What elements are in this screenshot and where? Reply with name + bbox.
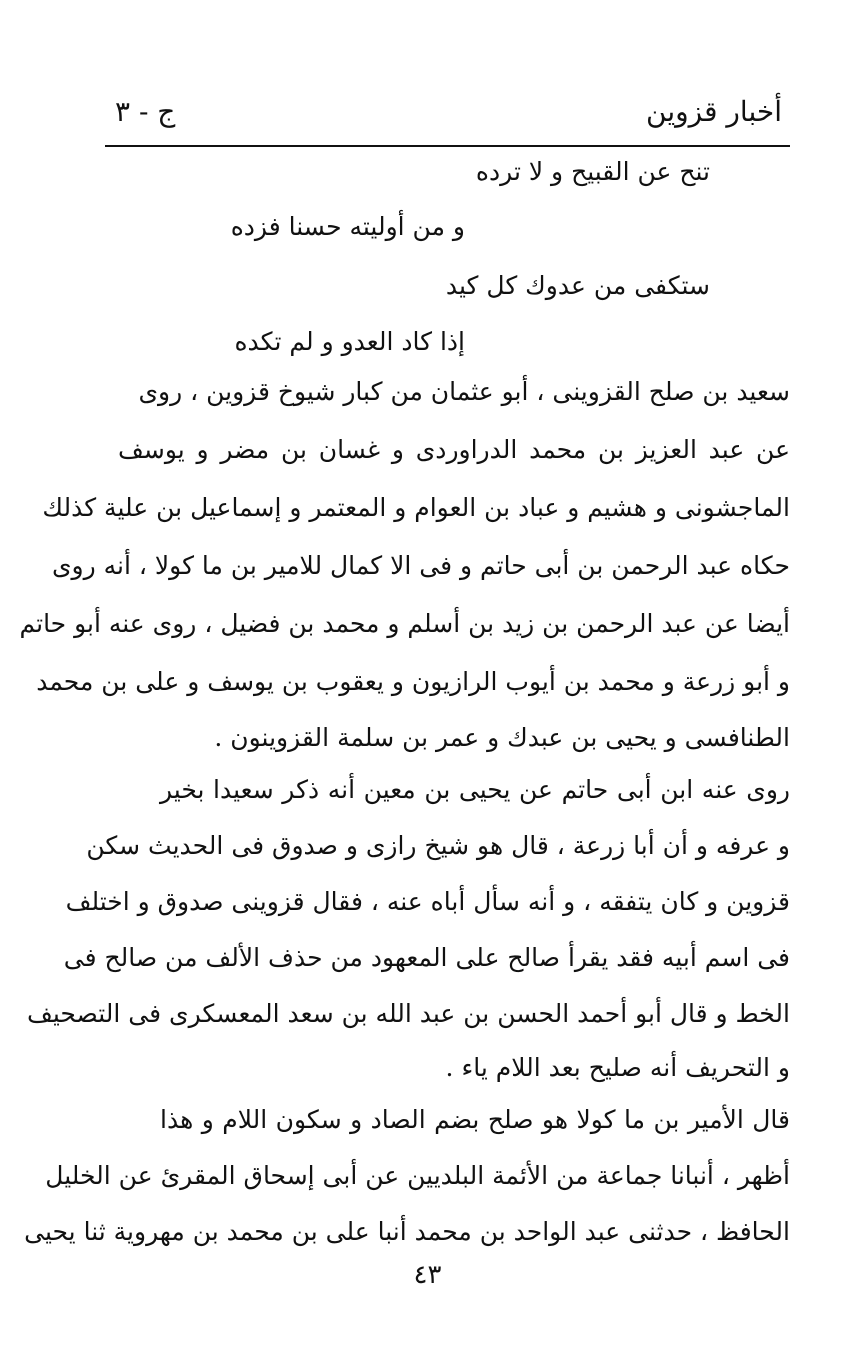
text-line: قزوين و كان يتفقه ، و أنه سأل أباه عنه ، فقال قزوينى صدوق و اختلف <box>65 887 790 916</box>
text-line: و عرفه و أن أبا زرعة ، قال هو شيخ رازى و صدوق فى الحديث سكن <box>86 831 790 860</box>
verse-line: تنح عن القبيح و لا ترده <box>475 157 710 186</box>
page-number: ٤٣ <box>413 1260 442 1290</box>
header-volume: ج - ٣ <box>115 95 176 128</box>
running-header <box>105 92 790 140</box>
text-line: و أبو زرعة و محمد بن أيوب الرازيون و يعقوب بن يوسف و على بن محمد <box>36 667 790 696</box>
header-rule <box>105 145 790 147</box>
text-line: أيضا عن عبد الرحمن بن زيد بن أسلم و محمد بن فضيل ، روى عنه أبو حاتم <box>19 609 790 638</box>
text-line: الخط و قال أبو أحمد الحسن بن عبد الله بن سعد المعسكرى فى التصحيف <box>27 999 790 1028</box>
text-line: روى عنه ابن أبى حاتم عن يحيى بن معين أنه ذكر سعيدا بخير <box>160 775 790 804</box>
text-line: قال الأمير بن ما كولا هو صلح بضم الصاد و سكون اللام و هذا <box>160 1105 791 1134</box>
verse-line: و من أوليته حسنا فزده <box>230 212 465 241</box>
text-line: عن عبد العزيز بن محمد الدراوردى و غسان بن مضر و يوسف <box>118 435 790 464</box>
text-line: الطنافسى و يحيى بن عبدك و عمر بن سلمة القزوينون . <box>214 723 790 752</box>
text-line: الحافظ ، حدثنى عبد الواحد بن محمد أنبا على بن محمد بن مهروية ثنا يحيى <box>24 1217 790 1246</box>
verse-line: إذا كاد العدو و لم تكده <box>234 327 465 356</box>
text-line: سعيد بن صلح القزوينى ، أبو عثمان من كبار شيوخ قزوين ، روى <box>138 377 790 406</box>
verse-line: ستكفى من عدوك كل كيد <box>445 271 710 300</box>
text-line: الماجشونى و هشيم و عباد بن العوام و المعتمر و إسماعيل بن علية كذلك <box>42 493 790 522</box>
text-line: أظهر ، أنبانا جماعة من الأئمة البلديين عن أبى إسحاق المقرئ عن الخليل <box>45 1161 790 1190</box>
header-title: أخبار قزوين <box>646 95 782 128</box>
text-line: و التحريف أنه صليح بعد اللام ياء . <box>445 1053 790 1082</box>
text-line: فى اسم أبيه فقد يقرأ صالح على المعهود من حذف الألف من صالح فى <box>63 943 790 972</box>
text-line: حكاه عبد الرحمن بن أبى حاتم و فى الا كمال للامير بن ما كولا ، أنه روى <box>51 551 790 580</box>
